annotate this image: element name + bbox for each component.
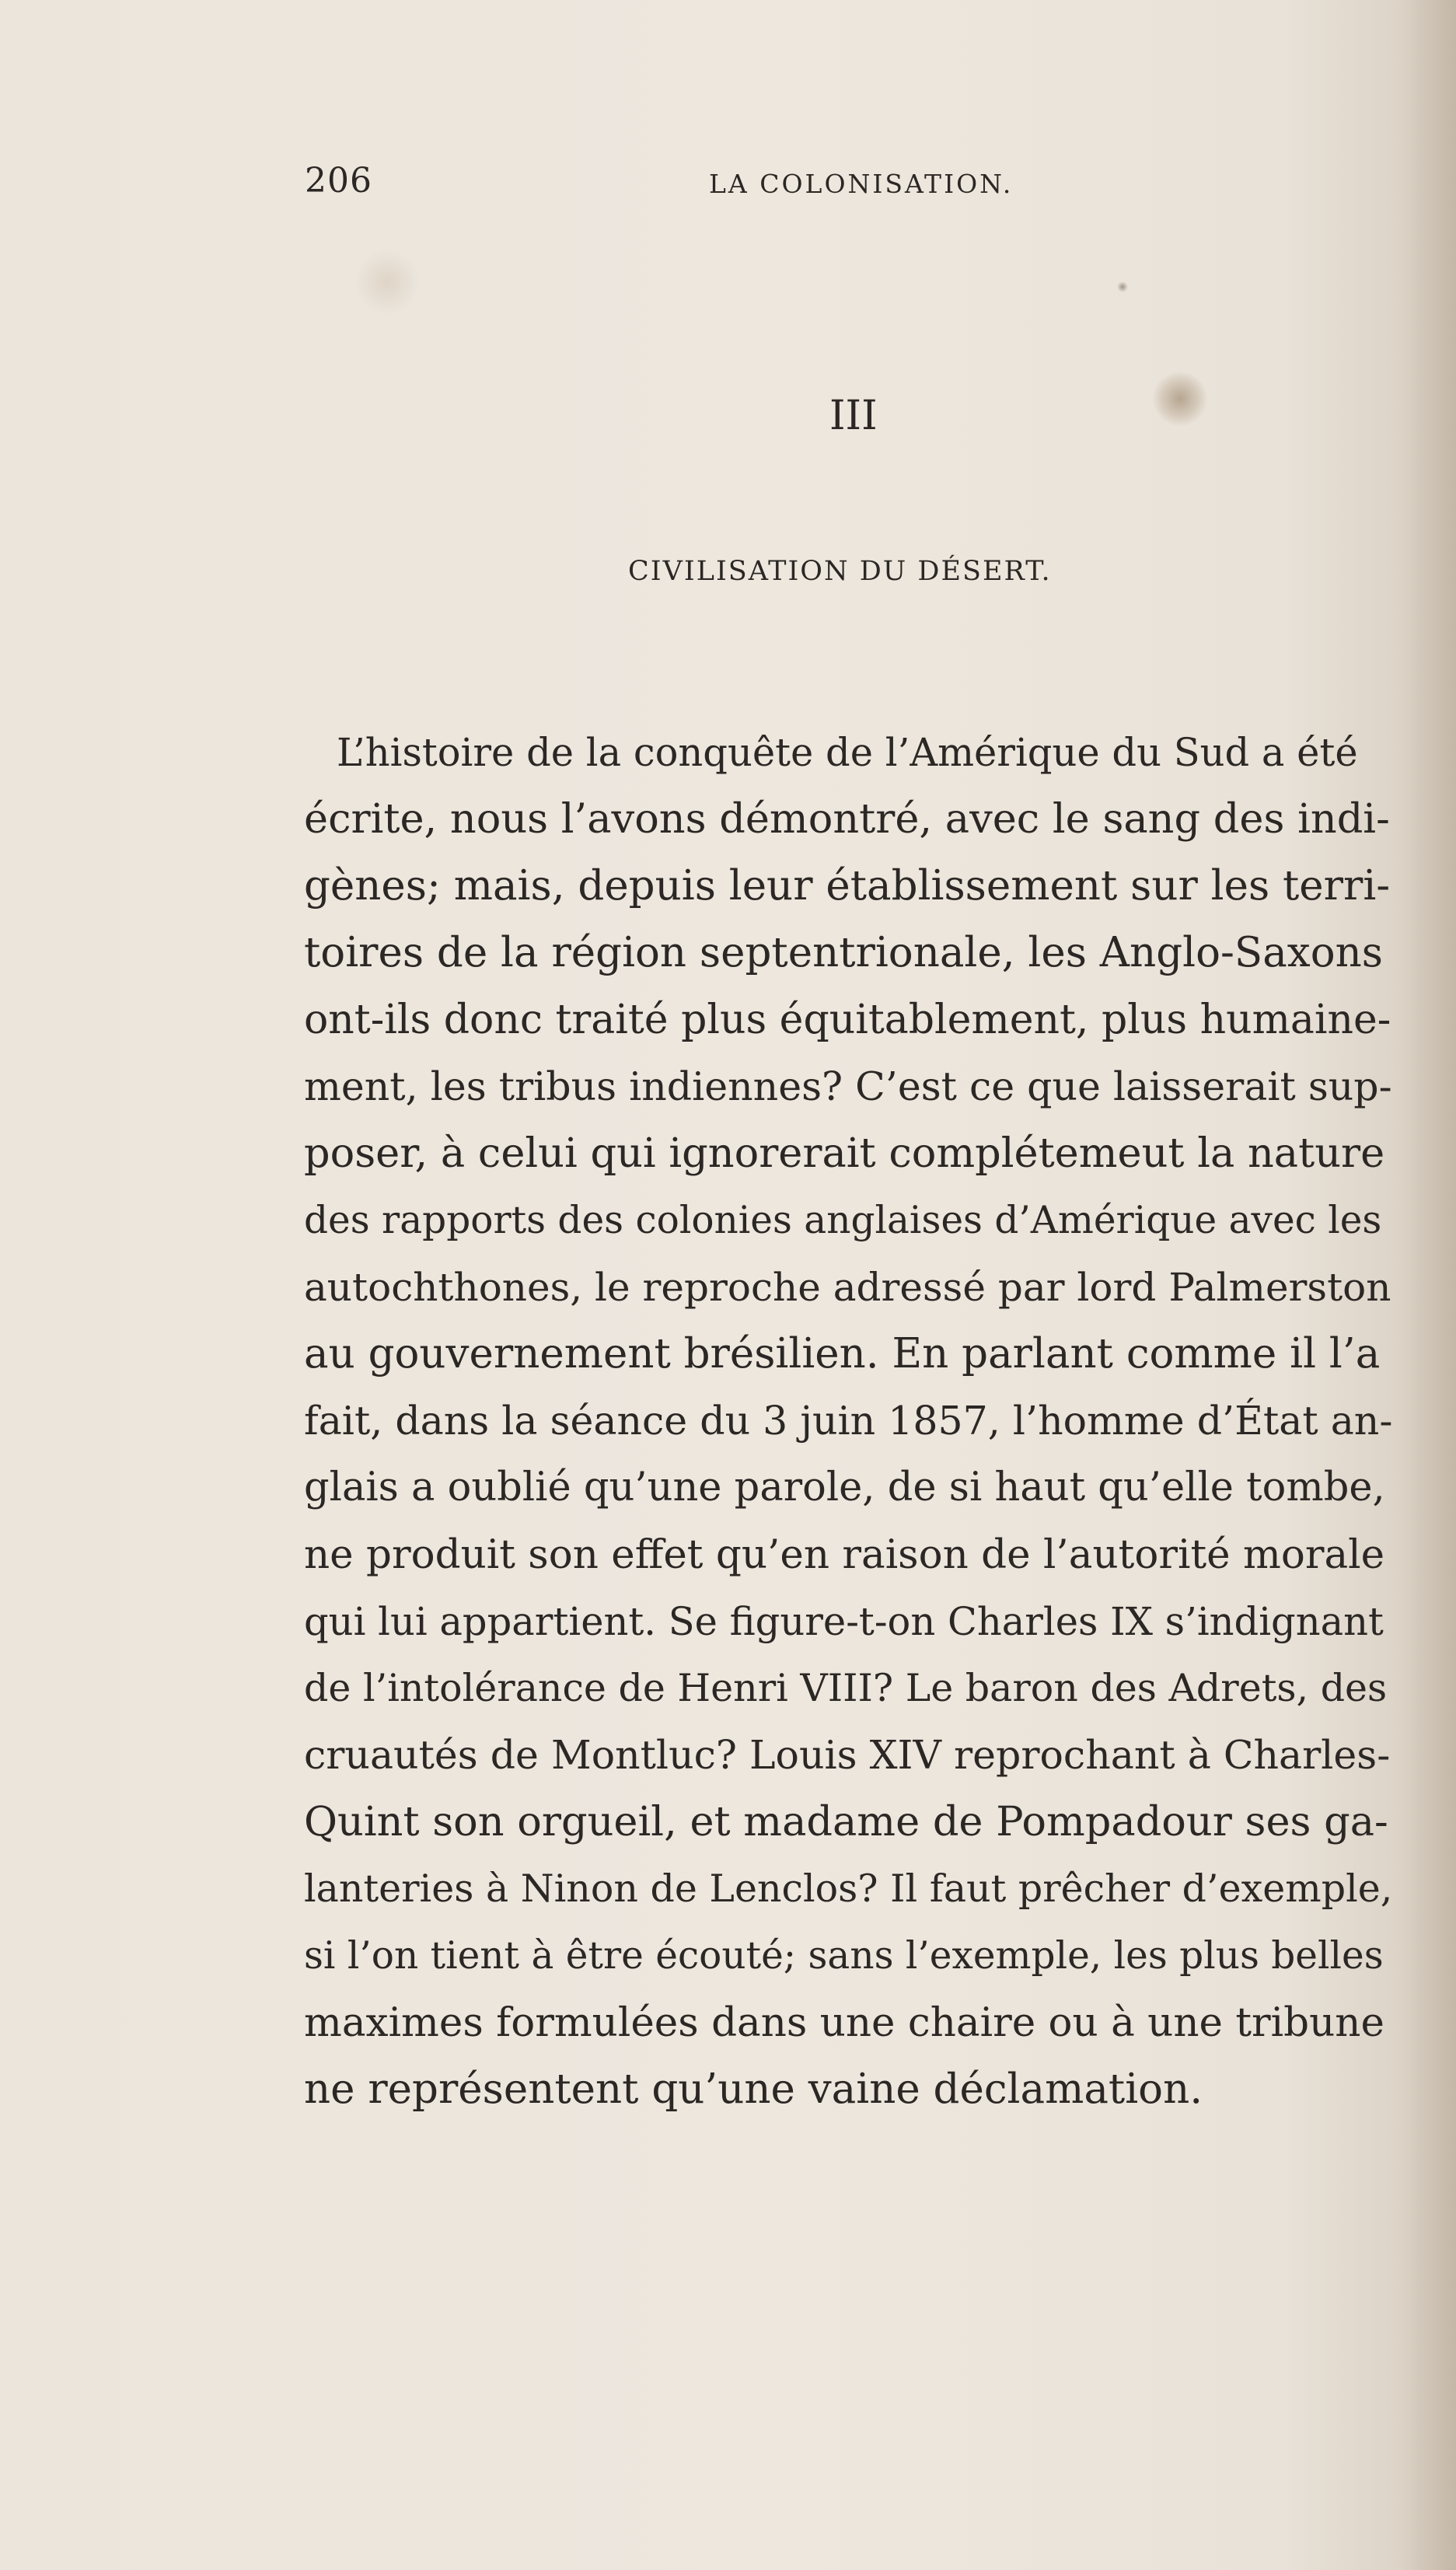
text-line: ne produit son effet qu’en raison de l’autorité morale (304, 1531, 1385, 1578)
text-line: de l’intolérance de Henri VIII? Le baron des Adrets, des (304, 1666, 1388, 1710)
page-header (305, 161, 1129, 215)
running-head: LA COLONISATION. (709, 169, 1014, 199)
text-line: si l’on tient à être écouté; sans l’exemple, les plus belles (304, 1934, 1384, 1978)
text-line: L’histoire de la conquête de l’Amérique du Sud a été (337, 730, 1358, 775)
foxing-speck (1117, 281, 1128, 292)
text-line: autochthones, le reproche adressé par lord Palmerston (304, 1265, 1391, 1310)
text-line: ne représentent qu’une vaine déclamation. (304, 2065, 1203, 2113)
page-edge-shadow (1402, 0, 1456, 2570)
page-number: 206 (305, 161, 372, 201)
foxing-stain (356, 247, 418, 317)
text-line: qui lui appartient. Se figure-t-on Charles IX s’indignant (304, 1599, 1384, 1644)
text-line: ment, les tribus indiennes? C’est ce que laisserait sup- (304, 1063, 1392, 1109)
section-title: CIVILISATION DU DÉSERT. (628, 556, 1052, 587)
text-line: maximes formulées dans une chaire ou à une tribune (304, 1999, 1384, 2046)
text-line: poser, à celui qui ignorerait complétemeut la nature (304, 1130, 1385, 1177)
text-line: glais a oublié qu’une parole, de si haut qu’elle tombe, (304, 1465, 1385, 1510)
text-line: gènes; mais, depuis leur établissement sur les terri- (304, 862, 1391, 910)
body-paragraph (304, 719, 1393, 2123)
section-number: III (829, 393, 878, 439)
text-line: cruautés de Montluc? Louis XIV reprochant à Charles- (304, 1732, 1391, 1778)
text-line: fait, dans la séance du 3 juin 1857, l’homme d’État an- (304, 1398, 1393, 1444)
text-line: ont-ils donc traité plus équitablement, plus humaine- (304, 997, 1391, 1043)
foxing-stain (1153, 372, 1207, 426)
text-line: toires de la région septentrionale, les Anglo-Saxons (304, 929, 1383, 976)
text-line: au gouvernement brésilien. En parlant comme il l’a (304, 1330, 1381, 1378)
text-line: des rapports des colonies anglaises d’Amérique avec les (304, 1199, 1382, 1242)
text-line: Quint son orgueil, et madame de Pompadour ses ga- (304, 1798, 1388, 1845)
text-line: écrite, nous l’avons démontré, avec le sang des indi- (304, 795, 1390, 843)
text-line: lanteries à Ninon de Lenclos? Il faut prêcher d’exemple, (304, 1866, 1393, 1911)
